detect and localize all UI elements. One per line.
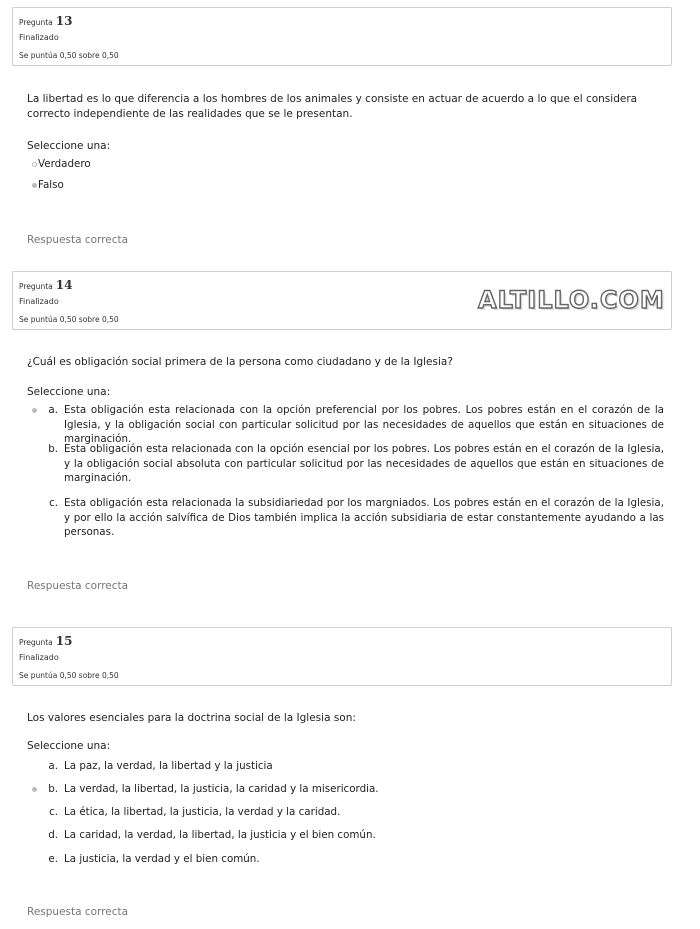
question-state: Finalizado [19,297,59,306]
question-14-text: ¿Cuál es obligación social primera de la persona como ciudadano y de la Iglesia? [27,356,453,368]
question-15-feedback: Respuesta correcta [27,906,129,918]
radio-button[interactable] [32,162,37,167]
question-13-text: La libertad es lo que diferencia a los hombres de los animales y consiste en actuar de acuerdo a lo que el considera correcto independiente de las realidades que se le presentan. [27,93,638,120]
radio-button-selected[interactable] [32,183,37,188]
option-text: Falso [38,179,64,191]
question-label: Pregunta 15 [19,634,73,648]
option-text: Verdadero [38,158,91,170]
question-13-prompt: Seleccione una: [27,140,111,152]
option-text: Esta obligación esta relacionada con la opción esencial por los pobres. Los pobres están en el corazón de la Iglesia, y la obligación social absoluta con particular solicitud por las necesidades de aquellos que están en situaciones de marginación. [64,443,664,485]
option-a[interactable] [24,403,664,447]
option-letter: d. [48,829,58,841]
radio-button-selected[interactable] [32,787,37,792]
option-c[interactable] [24,496,664,540]
option-text: La ética, la libertad, la justicia, la verdad y la caridad. [64,806,341,818]
option-a[interactable] [24,759,664,774]
question-number: 14 [55,278,73,292]
question-15-text: Los valores esenciales para la doctrina social de la Iglesia son: [27,712,356,724]
option-letter: b. [48,443,58,455]
question-grade: Se puntúa 0,50 sobre 0,50 [19,315,119,324]
question-14-feedback: Respuesta correcta [27,580,129,592]
radio-button-selected[interactable] [32,408,37,413]
option-text: La caridad, la verdad, la libertad, la justicia y el bien común. [64,829,376,841]
question-number: 15 [55,634,73,648]
question-state: Finalizado [19,33,59,42]
question-15-info [12,627,672,686]
question-grade: Se puntúa 0,50 sobre 0,50 [19,671,119,680]
question-15-prompt: Seleccione una: [27,740,111,752]
option-d[interactable] [24,828,664,843]
option-letter: a. [48,404,58,416]
option-letter: a. [48,760,58,772]
question-13-feedback: Respuesta correcta [27,234,129,246]
option-letter: b. [48,783,58,795]
watermark-logo: ALTILLO.COM [478,286,665,314]
option-b[interactable] [24,782,664,797]
question-13-info [12,7,672,66]
option-text: Esta obligación esta relacionada con la opción preferencial por los pobres. Los pobres están en el corazón de la Iglesia, y la obligación social con particular solicitud por las necesidades de aquellos que están en situaciones de marginación. [64,404,664,446]
option-letter: e. [48,853,58,865]
option-verdadero[interactable] [24,157,664,172]
option-c[interactable] [24,805,664,820]
option-letter: c. [49,497,58,509]
question-label: Pregunta 14 [19,278,73,292]
question-14-prompt: Seleccione una: [27,386,111,398]
option-text: La verdad, la libertad, la justicia, la caridad y la misericordia. [64,783,379,795]
question-label: Pregunta 13 [19,14,73,28]
question-number: 13 [55,14,73,28]
question-state: Finalizado [19,653,59,662]
option-text: Esta obligación esta relacionada la subsidiariedad por los margniados. Los pobres están en el corazón de la Iglesia, y por ello la acción salvífica de Dios también implica la acción subsidiaria de estar constantemente ayudando a las personas. [64,497,664,539]
option-text: La justicia, la verdad y el bien común. [64,853,260,865]
option-text: La paz, la verdad, la libertad y la justicia [64,760,273,772]
option-e[interactable] [24,852,664,867]
option-letter: c. [49,806,58,818]
option-falso[interactable] [24,178,664,193]
question-grade: Se puntúa 0,50 sobre 0,50 [19,51,119,60]
option-b[interactable] [24,442,664,486]
